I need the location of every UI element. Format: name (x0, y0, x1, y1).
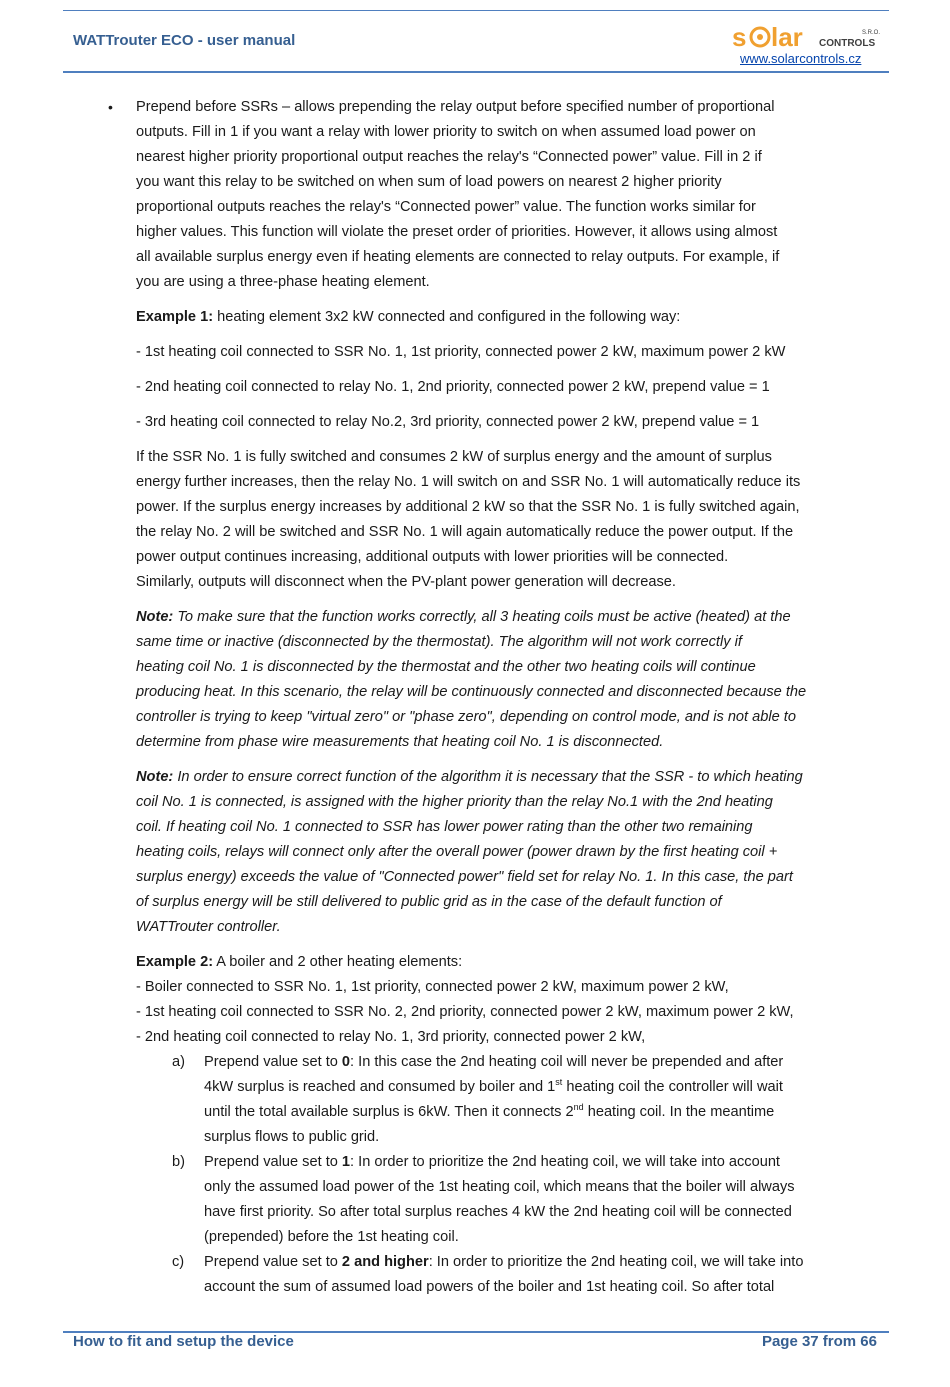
text-line: power. If the surplus energy increases by additional 2 kW so that the SSR No. 1 is fully switched again, (136, 499, 800, 515)
text-line: Prepend value set to 1: In order to prioritize the 2nd heating coil, we will take into account (204, 1154, 780, 1170)
case-c (136, 1250, 881, 1300)
header-bottom-rule (63, 71, 889, 73)
example2-heading: Example 2: A boiler and 2 other heating elements: (136, 954, 463, 970)
text-line: producing heat. In this scenario, the relay will be continuously connected and disconnected because the (136, 684, 807, 700)
note-2 (136, 765, 881, 940)
text-line: higher values. This function will violate the preset order of priorities. However, it allows using almost (136, 224, 778, 240)
case-marker: c) (172, 1254, 185, 1270)
example1-item: - 2nd heating coil connected to relay No. 1, 2nd priority, connected power 2 kW, prepend value = 1 (136, 379, 770, 395)
footer-page-number: Page 37 from 66 (761, 1333, 877, 1350)
example-2 (136, 950, 881, 1300)
text-line: only the assumed load power of the 1st heating coil, which means that the boiler will always (204, 1179, 795, 1195)
note-label: Note: (136, 609, 174, 625)
text-line: heating coil No. 1 is disconnected by the thermostat and the other two heating coils will continue (136, 659, 756, 675)
example1-label: Example 1: (136, 309, 214, 325)
example1-text: heating element 3x2 kW connected and configured in the following way: (213, 309, 681, 325)
logo-s: s (732, 24, 747, 50)
bullet-icon: • (108, 99, 113, 115)
case-marker: a) (172, 1054, 185, 1070)
text-line: you want this relay to be switched on when sum of load powers on nearest 2 higher priority (136, 174, 722, 190)
text-line: surplus energy) exceeds the value of "Connected power" field set for relay No. 1. In this case, the part (136, 869, 793, 885)
header-title: WATTrouter ECO - user manual (73, 32, 296, 49)
logo-sro: S.R.O. (862, 30, 881, 36)
example1-item: - 3rd heating coil connected to relay No.2, 3rd priority, connected power 2 kW, prepend value = 1 (136, 414, 760, 430)
text-line: Similarly, outputs will disconnect when the PV-plant power generation will decrease. (136, 574, 676, 590)
text-line: account the sum of assumed load powers of the boiler and 1st heating coil. So after total (204, 1279, 775, 1295)
text-line: power output continues increasing, additional outputs with lower priorities will be connected. (136, 549, 729, 565)
bullet-prepend-before-ssrs (108, 95, 881, 295)
text-line: Prepend value set to 0: In this case the 2nd heating coil will never be prepended and after (204, 1054, 784, 1070)
text-line: heating coils, relays will connect only after the overall power (power drawn by the first heating coil + (136, 844, 778, 860)
paragraph-ssr (136, 445, 881, 595)
text-line: Prepend before SSRs – allows prepending the relay output before specified number of proportional (136, 99, 775, 115)
example2-label: Example 2: (136, 954, 214, 970)
logo-controls: CONTROLS (819, 38, 876, 49)
case-a (136, 1050, 881, 1150)
example1-item: - 1st heating coil connected to SSR No. 1, 1st priority, connected power 2 kW, maximum power 2 kW (136, 344, 786, 360)
text-line: coil. If heating coil No. 1 connected to SSR has lower power rating than the other two remaining (136, 819, 753, 835)
website-link[interactable]: www.solarcontrols.cz (740, 51, 862, 66)
page-body (108, 95, 881, 1300)
text-line: you are using a three-phase heating element. (136, 274, 430, 290)
text-line: nearest higher priority proportional output reaches the relay's “Connected power” value. Fill in 2 if (136, 149, 762, 165)
text-line: 4kW surplus is reached and consumed by boiler and 1st heating coil the controller will wait (204, 1077, 783, 1095)
note-1 (136, 605, 881, 755)
text-line: Note: To make sure that the function works correctly, all 3 heating coils must be active (heated) at the (136, 609, 791, 625)
example2-item: - 1st heating coil connected to SSR No. 2, 2nd priority, connected power 2 kW, maximum power 2 kW, (136, 1004, 794, 1020)
case-marker: b) (172, 1154, 185, 1170)
text-line: surplus flows to public grid. (204, 1129, 380, 1145)
text-line: until the total available surplus is 6kW. Then it connects 2nd heating coil. In the meantime (204, 1102, 775, 1120)
footer-section-title: How to fit and setup the device (73, 1333, 294, 1350)
text-line: of surplus energy will be still delivered to public grid as in the case of the default function of (136, 894, 722, 910)
text-line: controller is trying to keep "virtual zero" or "phase zero", depending on control mode, and is not able to (136, 709, 796, 725)
text-line: proportional outputs reaches the relay's “Connected power” value. The function works similar for (136, 199, 756, 215)
text-line: energy further increases, then the relay No. 1 will switch on and SSR No. 1 will automatically reduce its (136, 474, 801, 490)
case-b (136, 1150, 881, 1250)
text-line: (prepended) before the 1st heating coil. (204, 1229, 459, 1245)
example2-item: - 2nd heating coil connected to relay No. 1, 3rd priority, connected power 2 kW, (136, 1029, 646, 1045)
text-line: WATTrouter controller. (136, 919, 281, 935)
example1-heading (136, 305, 881, 330)
case-list (136, 1050, 881, 1300)
text-line: have first priority. So after total surplus reaches 4 kW the 2nd heating coil will be connected (204, 1204, 792, 1220)
text-line: determine from phase wire measurements that heating coil No. 1 is disconnected. (136, 734, 664, 750)
logo-word: lar (771, 24, 803, 50)
header-top-rule (63, 10, 889, 11)
text-line: Prepend value set to 2 and higher: In order to prioritize the 2nd heating coil, we will take into (204, 1254, 804, 1270)
text-line: coil No. 1 is connected, is assigned with the higher priority than the relay No.1 with the 2nd heating (136, 794, 773, 810)
note-label: Note: (136, 769, 174, 785)
text-line: If the SSR No. 1 is fully switched and consumes 2 kW of surplus energy and the amount of surplus (136, 449, 772, 465)
text-line: the relay No. 2 will be switched and SSR No. 1 will again automatically reduce the power output. If the (136, 524, 794, 540)
text-line: Note: In order to ensure correct function of the algorithm it is necessary that the SSR - to which heating (136, 769, 803, 785)
text-line: same time or inactive (disconnected by the thermostat). The algorithm will not work correctly if (136, 634, 742, 650)
text-line: all available surplus energy even if heating elements are connected to relay outputs. For example, if (136, 249, 780, 265)
example2-item: - Boiler connected to SSR No. 1, 1st priority, connected power 2 kW, maximum power 2 kW, (136, 979, 729, 995)
solarcontrols-logo (730, 24, 882, 50)
text-line: outputs. Fill in 1 if you want a relay with lower priority to switch on when assumed load power on (136, 124, 756, 140)
